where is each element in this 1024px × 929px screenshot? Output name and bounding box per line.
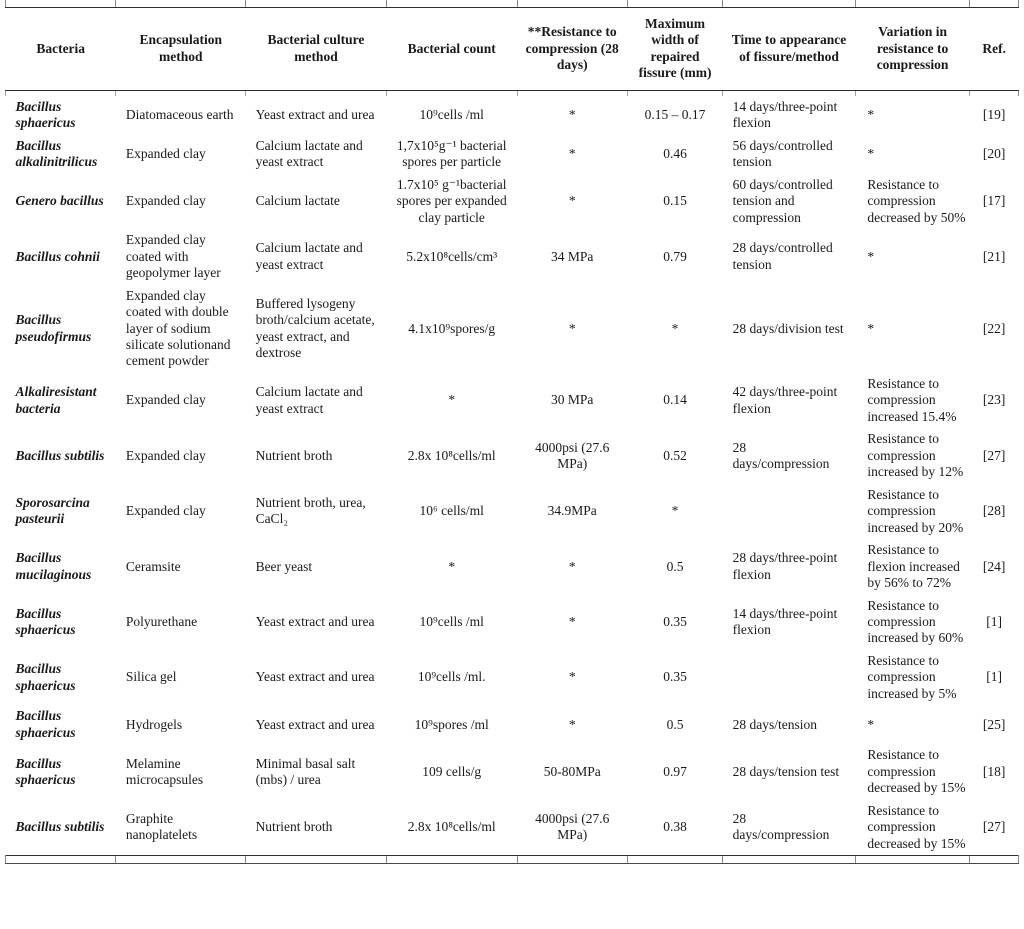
cell-bacteria: Alkaliresistant bacteria	[15, 384, 97, 416]
cell-culture: Buffered lysogeny broth/calcium acetate, yeast extract, and dextrose	[255, 295, 375, 361]
table-row	[6, 484, 1019, 539]
table-body	[6, 96, 1019, 856]
column-header-count: Bacterial count	[386, 8, 517, 91]
table-row	[6, 229, 1019, 284]
cell-ref: [17]	[982, 193, 1006, 209]
cell-culture: Nutrient broth	[255, 819, 333, 835]
cell-bacteria: Bacillus subtilis	[15, 819, 105, 835]
cell-max_width: 0.14	[663, 392, 687, 408]
cell-count: 2.8x 10⁸cells/ml	[407, 447, 496, 463]
table-row	[6, 650, 1019, 705]
cell-bacteria: Bacillus sphaericus	[15, 661, 76, 693]
table-row	[6, 428, 1019, 483]
rule-tick	[6, 0, 116, 8]
cell-bacteria: Genero bacillus	[15, 193, 104, 209]
column-header-variation: Variation in resistance to compression	[855, 8, 969, 91]
table-row	[6, 539, 1019, 594]
cell-bacteria: Bacillus alkalinitrilicus	[15, 137, 98, 170]
rule-tick	[6, 856, 116, 864]
table-row	[6, 744, 1019, 799]
cell-max_width: 0.15	[663, 193, 687, 209]
cell-ref: [20]	[982, 146, 1006, 162]
cell-count: 2.8x 10⁸cells/ml	[407, 819, 496, 835]
cell-time: 28 days/controlled tension	[732, 240, 833, 272]
cell-ref: [24]	[982, 558, 1006, 574]
cell-time: 14 days/three-point flexion	[732, 605, 838, 638]
cell-resistance: *	[568, 193, 576, 209]
rule-tick	[970, 0, 1019, 8]
table-row	[6, 135, 1019, 174]
column-header-resistance: **Resistance to compression (28 days)	[517, 8, 627, 91]
cell-resistance: *	[568, 669, 576, 685]
cell-ref: [27]	[982, 447, 1006, 463]
cell-encapsulation: Graphite nanoplatelets	[125, 810, 198, 843]
table-row	[6, 285, 1019, 373]
cell-count: 1,7x10⁵g⁻¹ bacterial spores per particle	[396, 137, 507, 170]
column-header-time: Time to appearance of fissure/method	[723, 8, 856, 91]
cell-max_width: 0.79	[663, 248, 687, 264]
rule-tick	[386, 856, 517, 864]
cell-resistance: 34.9MPa	[547, 503, 597, 519]
cell-encapsulation: Expanded clay	[125, 193, 206, 209]
cell-bacteria: Sporosarcina pasteurii	[15, 494, 90, 527]
table-row	[6, 373, 1019, 428]
cell-time: 14 days/three-point flexion	[732, 98, 838, 131]
cell-ref: [19]	[982, 107, 1006, 123]
cell-ref: [21]	[982, 248, 1006, 264]
table-row	[6, 800, 1019, 856]
cell-encapsulation: Expanded clay	[125, 447, 206, 463]
cell-bacteria: Bacillus sphaericus	[15, 605, 76, 638]
cell-count: 10⁹cells /ml	[419, 614, 484, 629]
cell-count: 4.1x10⁹spores/g	[408, 320, 496, 336]
cell-time: 28 days/division test	[732, 320, 844, 336]
cell-variation: *	[867, 107, 875, 123]
rule-tick	[386, 0, 517, 8]
cell-variation: Resistance to compression decreased by 50%	[867, 176, 966, 225]
cell-count: 10⁹cells /ml	[419, 107, 484, 123]
cell-resistance: *	[568, 614, 576, 629]
cell-culture: Nutrient broth	[255, 447, 333, 463]
cell-variation: Resistance to compression decreased by 15%	[867, 802, 966, 851]
cell-encapsulation: Expanded clay	[125, 503, 206, 519]
cell-max_width: *	[671, 320, 679, 336]
rule-tick	[517, 0, 627, 8]
bacteria-encapsulation-table	[5, 0, 1019, 864]
cell-ref: [27]	[982, 819, 1006, 835]
cell-encapsulation: Expanded clay	[125, 146, 206, 162]
cell-max_width: 0.35	[663, 669, 687, 685]
cell-time: 28 days/tension	[732, 716, 818, 732]
cell-max_width: 0.97	[663, 763, 687, 779]
cell-bacteria: Bacillus sphaericus	[15, 98, 76, 131]
cell-bacteria: Bacillus sphaericus	[15, 708, 76, 740]
cell-variation: *	[867, 146, 875, 162]
cell-ref: [1]	[986, 614, 1003, 629]
cell-variation: Resistance to compression increased 15.4%	[867, 375, 957, 424]
cell-culture: Yeast extract and urea	[255, 716, 375, 732]
table-row	[6, 705, 1019, 744]
table-row	[6, 174, 1019, 229]
column-header-culture: Bacterial culture method	[246, 8, 387, 91]
cell-count: 10⁹spores /ml	[414, 716, 489, 732]
cell-encapsulation: Expanded clay	[125, 392, 206, 408]
rule-tick	[723, 0, 856, 8]
cell-resistance: 50-80MPa	[543, 763, 601, 779]
cell-resistance: *	[568, 320, 576, 336]
cell-resistance: 4000psi (27.6 MPa)	[535, 439, 610, 472]
cell-variation: Resistance to compression increased by 12%	[867, 431, 964, 480]
cell-encapsulation: Expanded clay coated with geopolymer layer	[125, 232, 221, 281]
rule-tick	[517, 856, 627, 864]
cell-culture: Calcium lactate and yeast extract	[255, 137, 363, 170]
rule-tick	[627, 856, 722, 864]
column-header-ref: Ref.	[970, 8, 1019, 91]
cell-count: 10⁹cells /ml.	[417, 669, 486, 685]
cell-max_width: 0.38	[663, 819, 687, 835]
cell-time: 28 days/three-point flexion	[732, 550, 838, 582]
cell-max_width: *	[671, 503, 679, 519]
cell-max_width: 0.46	[663, 146, 687, 162]
rule-tick	[116, 0, 246, 8]
cell-variation: *	[867, 248, 875, 264]
cell-variation: *	[867, 716, 875, 732]
cell-time: 56 days/controlled tension	[732, 137, 833, 170]
cell-resistance: *	[568, 107, 576, 123]
cell-time: 42 days/three-point flexion	[732, 384, 838, 416]
rule-tick	[855, 856, 969, 864]
table-header	[6, 0, 1019, 96]
cell-variation: Resistance to compression increased by 5%	[867, 652, 957, 701]
cell-culture: Yeast extract and urea	[255, 107, 375, 123]
cell-resistance: *	[568, 558, 576, 574]
cell-time	[723, 650, 856, 705]
cell-culture: Yeast extract and urea	[255, 614, 375, 629]
cell-ref: [18]	[982, 763, 1006, 779]
table-footer	[6, 856, 1019, 864]
cell-variation: Resistance to compression increased by 60%	[867, 597, 964, 646]
cell-culture: Beer yeast	[255, 558, 313, 574]
cell-max_width: 0.15 – 0.17	[644, 107, 706, 123]
cell-count: 5.2x10⁸cells/cm³	[406, 248, 498, 264]
cell-culture: Minimal basal salt (mbs) / urea	[255, 755, 356, 787]
cell-encapsulation: Hydrogels	[125, 716, 183, 732]
cell-culture: Yeast extract and urea	[255, 669, 375, 685]
cell-max_width: 0.52	[663, 447, 687, 463]
cell-count: 109 cells/g	[422, 763, 482, 779]
rule-tick	[246, 856, 387, 864]
cell-max_width: 0.5	[666, 558, 684, 574]
cell-bacteria: Bacillus mucilaginous	[15, 550, 92, 582]
cell-resistance: *	[568, 146, 576, 162]
bottom-rule-ticks	[6, 856, 1019, 864]
column-header-bacteria: Bacteria	[6, 8, 116, 91]
cell-variation: Resistance to compression increased by 20%	[867, 486, 964, 535]
rule-tick	[855, 0, 969, 8]
cell-count: *	[448, 558, 456, 574]
cell-encapsulation: Melamine microcapsules	[125, 755, 204, 787]
cell-time	[723, 484, 856, 539]
cell-variation: Resistance to compression decreased by 15%	[867, 747, 966, 796]
rule-tick	[116, 856, 246, 864]
rule-tick	[627, 0, 722, 8]
cell-encapsulation: Polyurethane	[125, 614, 198, 629]
cell-count: *	[448, 392, 456, 408]
column-header-max_width: Maximum width of repaired fissure (mm)	[627, 8, 722, 91]
cell-ref: [25]	[982, 716, 1006, 732]
cell-max_width: 0.5	[666, 716, 684, 732]
cell-count: 1.7x10⁵ g⁻¹bacterial spores per expanded clay particle	[396, 176, 507, 225]
cell-variation: Resistance to flexion increased by 56% to 72%	[867, 542, 960, 591]
table-header-row	[6, 8, 1019, 91]
cell-max_width: 0.35	[663, 614, 687, 629]
rule-tick	[723, 856, 856, 864]
cell-ref: [1]	[986, 669, 1003, 685]
rule-tick	[970, 856, 1019, 864]
cell-culture: Calcium lactate	[255, 193, 340, 209]
cell-time: 28 days/compression	[732, 439, 830, 472]
cell-variation: *	[867, 320, 875, 336]
top-rule-ticks	[6, 0, 1019, 8]
cell-encapsulation: Expanded clay coated with double layer of sodium silicate solutionand cement powder	[125, 287, 231, 369]
cell-resistance: *	[568, 716, 576, 732]
cell-resistance: 4000psi (27.6 MPa)	[535, 810, 610, 843]
cell-encapsulation: Diatomaceous earth	[125, 107, 234, 123]
cell-culture: Nutrient broth, urea, CaCl₂	[255, 494, 366, 527]
cell-encapsulation: Ceramsite	[125, 558, 181, 574]
cell-bacteria: Bacillus cohnii	[15, 248, 100, 264]
rule-tick	[246, 0, 387, 8]
cell-ref: [28]	[982, 503, 1006, 519]
column-header-encapsulation: Encapsulation method	[116, 8, 246, 91]
cell-ref: [23]	[982, 392, 1006, 408]
cell-encapsulation: Silica gel	[125, 669, 177, 685]
cell-count: 10⁶ cells/ml	[419, 503, 484, 519]
cell-ref: [22]	[982, 320, 1006, 336]
cell-bacteria: Bacillus pseudofirmus	[15, 312, 92, 344]
cell-culture: Calcium lactate and yeast extract	[255, 240, 363, 272]
cell-bacteria: Bacillus sphaericus	[15, 755, 76, 787]
cell-time: 60 days/controlled tension and compression	[732, 176, 833, 225]
cell-bacteria: Bacillus subtilis	[15, 447, 105, 463]
cell-culture: Calcium lactate and yeast extract	[255, 384, 363, 416]
cell-time: 28 days/compression	[732, 810, 830, 843]
table-row	[6, 595, 1019, 650]
cell-resistance: 34 MPa	[551, 248, 594, 264]
table-row	[6, 96, 1019, 135]
cell-time: 28 days/tension test	[732, 763, 840, 779]
cell-resistance: 30 MPa	[551, 392, 594, 408]
